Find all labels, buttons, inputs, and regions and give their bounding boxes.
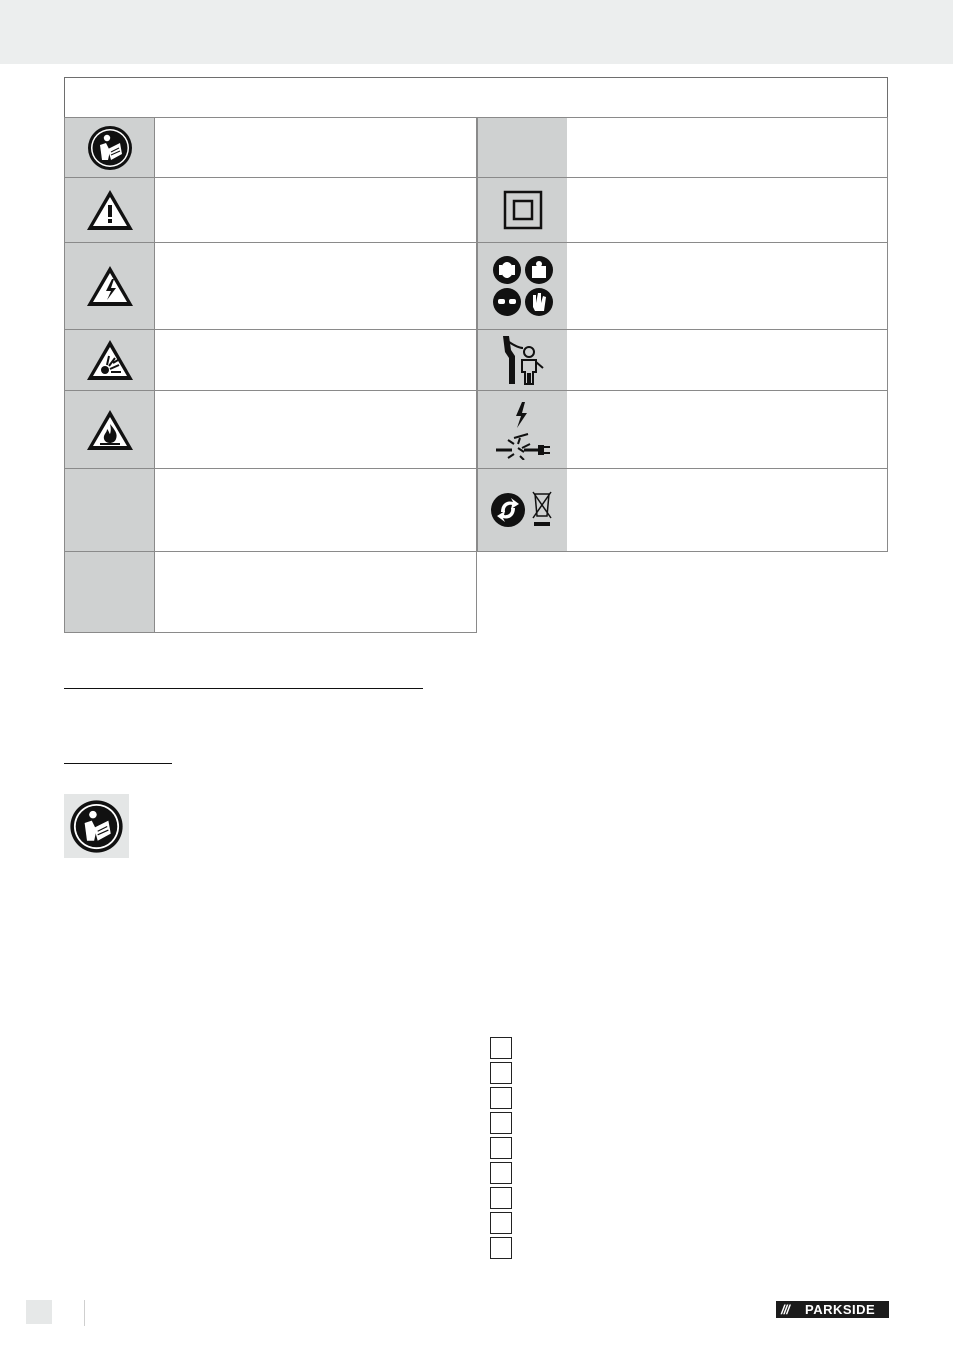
item-checkbox[interactable] <box>490 1237 512 1259</box>
explosion-hazard-icon <box>85 338 135 382</box>
electric-shock-icon <box>85 264 135 308</box>
symbol-legend-table <box>64 77 888 633</box>
legend-row-disposal <box>477 468 568 552</box>
item-checkbox[interactable] <box>490 1062 512 1084</box>
brand-logo <box>776 1301 889 1318</box>
legend-row-protection-class <box>477 177 568 243</box>
item-checkbox[interactable] <box>490 1187 512 1209</box>
item-checkbox[interactable] <box>490 1037 512 1059</box>
item-checkbox[interactable] <box>490 1162 512 1184</box>
legend-desc-unplug <box>567 390 888 469</box>
legend-desc-blank-right <box>567 117 888 178</box>
legend-row-warning <box>64 177 155 243</box>
legend-desc-fire <box>155 390 477 469</box>
legend-row-blank-1 <box>64 468 155 552</box>
legend-row-blank-2 <box>64 551 155 633</box>
section-heading-underline <box>64 688 423 689</box>
legend-desc-read-manual <box>155 117 477 178</box>
legend-desc-warning <box>155 177 477 243</box>
legend-row-explosion <box>64 329 155 391</box>
legend-row-blank-right <box>477 117 568 178</box>
legend-desc-blank-2 <box>155 551 477 633</box>
legend-desc-disposal <box>567 468 888 552</box>
legend-desc-explosion <box>155 329 477 391</box>
legend-row-read-manual <box>64 117 155 178</box>
protection-class-ii-icon <box>503 190 543 230</box>
page-number-tab <box>26 1300 52 1324</box>
unplug-cable-damage-icon <box>494 400 552 460</box>
legend-row-children <box>477 329 568 391</box>
read-manual-icon <box>68 798 125 855</box>
legend-desc-protection-class <box>567 177 888 243</box>
read-manual-icon <box>86 124 134 172</box>
legend-row-fire <box>64 390 155 469</box>
warning-icon <box>85 188 135 232</box>
legend-row-ppe <box>477 242 568 330</box>
brand-name: PARKSIDE <box>805 1302 876 1317</box>
legend-desc-electric-shock <box>155 242 477 330</box>
item-checkbox[interactable] <box>490 1087 512 1109</box>
item-checkbox[interactable] <box>490 1212 512 1234</box>
recycling-disposal-icon <box>491 490 555 530</box>
personal-protective-equipment-icon <box>492 255 554 317</box>
brand-slashes: /// <box>781 1302 789 1317</box>
item-checkbox[interactable] <box>490 1112 512 1134</box>
legend-desc-blank-1 <box>155 468 477 552</box>
legend-row-electric-shock <box>64 242 155 330</box>
fire-hazard-icon <box>85 408 135 452</box>
legend-desc-children <box>567 329 888 391</box>
legend-row-unplug <box>477 390 568 469</box>
page-header-band <box>0 0 953 64</box>
legend-desc-ppe <box>567 242 888 330</box>
legend-table-header <box>64 77 888 118</box>
keep-children-away-icon <box>501 334 545 386</box>
item-checkbox[interactable] <box>490 1137 512 1159</box>
subsection-heading-underline <box>64 763 172 764</box>
footer-separator <box>84 1300 85 1326</box>
read-manual-notice <box>64 794 129 858</box>
